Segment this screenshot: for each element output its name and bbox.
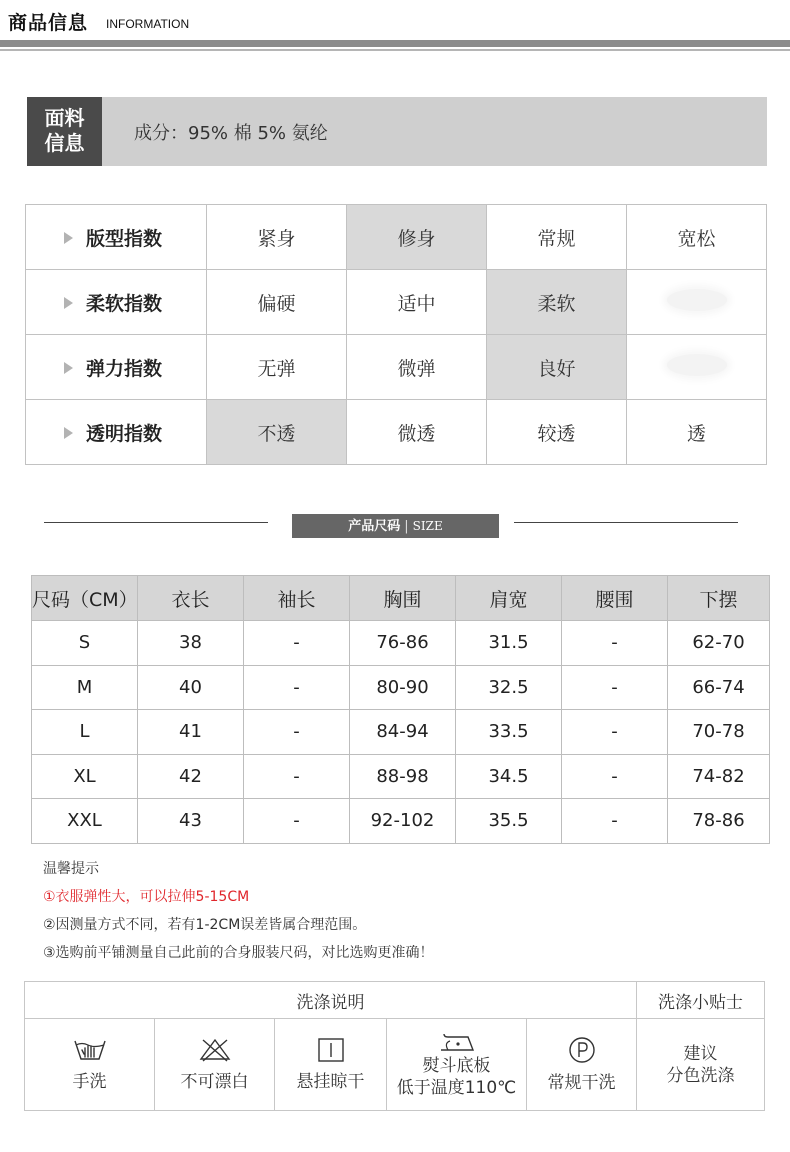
index-option: 宽松: [627, 205, 767, 270]
wash-item: [527, 1019, 637, 1111]
table-cell: 88-98: [350, 754, 456, 799]
size-title-en: SIZE: [412, 519, 443, 533]
index-option: 偏硬: [207, 270, 347, 335]
table-cell: 84-94: [350, 710, 456, 755]
table-cell: S: [32, 621, 138, 666]
table-cell: 70-78: [668, 710, 770, 755]
table-row: [32, 754, 770, 799]
table-cell: -: [244, 799, 350, 844]
column-header: 胸围: [350, 576, 456, 621]
triangle-bullet-icon: [64, 297, 73, 309]
index-option-blurred: [627, 335, 767, 400]
table-cell: 80-90: [350, 665, 456, 710]
wash-item-label-line2: 低于温度110℃: [396, 1077, 517, 1098]
table-cell: 31.5: [456, 621, 562, 666]
fabric-badge-line2: 信息: [44, 131, 85, 155]
wash-icons-row: [25, 1019, 765, 1111]
tip-item: ③选购前平铺测量自己此前的合身服装尺码，对比选购更准确！: [43, 945, 434, 961]
table-cell: -: [244, 665, 350, 710]
table-cell: 42: [138, 754, 244, 799]
column-header: 肩宽: [456, 576, 562, 621]
wash-tips-header: 洗涤小贴士: [637, 982, 765, 1019]
fabric-badge-line1: 面料: [44, 106, 85, 130]
fabric-composition: 成分：95% 棉 5% 氨纶: [134, 123, 328, 144]
column-header: 袖长: [244, 576, 350, 621]
wash-item: [155, 1019, 275, 1111]
table-cell: M: [32, 665, 138, 710]
table-cell: -: [562, 621, 668, 666]
table-cell: XL: [32, 754, 138, 799]
blurred-text: [667, 289, 727, 311]
table-cell: -: [244, 710, 350, 755]
page-title: 商品信息: [8, 12, 89, 34]
table-row: [32, 799, 770, 844]
divider-line-right: [514, 522, 738, 523]
tips-title: 温馨提示: [43, 861, 99, 877]
tip-item: ①衣服弹性大，可以拉伸5-15CM: [43, 889, 250, 905]
wash-item-label-line1: 熨斗底板: [422, 1055, 491, 1076]
iron-icon: [438, 1031, 476, 1053]
size-title-separator: |: [404, 519, 409, 534]
triangle-bullet-icon: [64, 427, 73, 439]
table-cell: 78-86: [668, 799, 770, 844]
no-bleach-icon: [198, 1037, 232, 1063]
column-header: 下摆: [668, 576, 770, 621]
index-label: 版型指数: [26, 205, 207, 270]
table-cell: 33.5: [456, 710, 562, 755]
wash-item: [25, 1019, 155, 1111]
index-row-elasticity: [26, 335, 767, 400]
index-option: 适中: [347, 270, 487, 335]
table-row: [32, 665, 770, 710]
index-option: 透: [627, 400, 767, 465]
wash-header-row: [25, 982, 765, 1019]
tips-block: [43, 855, 434, 967]
table-cell: 43: [138, 799, 244, 844]
table-cell: 66-74: [668, 665, 770, 710]
fabric-badge: [27, 97, 102, 166]
fabric-index-table: [25, 204, 767, 465]
index-row-softness: [26, 270, 767, 335]
wash-item-label: 不可漂白: [180, 1071, 249, 1092]
index-option: 较透: [487, 400, 627, 465]
index-row-transparency: [26, 400, 767, 465]
wash-item-label: 手洗: [72, 1071, 107, 1092]
wash-item: [275, 1019, 387, 1111]
page-header: [0, 0, 790, 60]
table-cell: 74-82: [668, 754, 770, 799]
table-cell: L: [32, 710, 138, 755]
index-option-selected: 不透: [207, 400, 347, 465]
divider-line-left: [44, 522, 268, 523]
table-cell: 38: [138, 621, 244, 666]
column-header: 尺码（CM）: [32, 576, 138, 621]
table-cell: -: [244, 754, 350, 799]
hang-dry-icon: [316, 1037, 346, 1063]
fabric-info-bar: [27, 97, 767, 166]
table-row: [32, 710, 770, 755]
index-row-fit: [26, 205, 767, 270]
wash-item-label: 常规干洗: [547, 1072, 616, 1093]
column-header: 衣长: [138, 576, 244, 621]
size-table-header: [32, 576, 770, 621]
table-cell: 34.5: [456, 754, 562, 799]
column-header: 腰围: [562, 576, 668, 621]
blurred-text: [667, 354, 727, 376]
table-row: [32, 621, 770, 666]
triangle-bullet-icon: [64, 232, 73, 244]
index-option: 常规: [487, 205, 627, 270]
table-cell: 41: [138, 710, 244, 755]
dry-clean-icon: [567, 1036, 597, 1064]
wash-instructions-table: [24, 981, 765, 1111]
index-label: 弹力指数: [26, 335, 207, 400]
table-cell: -: [244, 621, 350, 666]
index-option: 无弹: [207, 335, 347, 400]
index-label: 透明指数: [26, 400, 207, 465]
index-label: 柔软指数: [26, 270, 207, 335]
hand-wash-icon: [73, 1037, 107, 1063]
page-subtitle: INFORMATION: [106, 17, 190, 31]
table-cell: 76-86: [350, 621, 456, 666]
size-chart-table: [31, 575, 770, 844]
index-option-blurred: [627, 270, 767, 335]
table-cell: 62-70: [668, 621, 770, 666]
wash-tip-line1: 建议: [683, 1043, 718, 1064]
table-cell: -: [562, 754, 668, 799]
size-title-cn: 产品尺码: [348, 519, 401, 534]
index-option-selected: 良好: [487, 335, 627, 400]
table-cell: 32.5: [456, 665, 562, 710]
table-cell: -: [562, 710, 668, 755]
index-option: 微透: [347, 400, 487, 465]
wash-item: [387, 1019, 527, 1111]
table-cell: 92-102: [350, 799, 456, 844]
index-option: 微弹: [347, 335, 487, 400]
size-section-divider: [0, 512, 790, 542]
index-option-selected: 修身: [347, 205, 487, 270]
table-cell: 40: [138, 665, 244, 710]
wash-tip: [637, 1019, 765, 1111]
table-cell: XXL: [32, 799, 138, 844]
wash-item-label: 悬挂晾干: [296, 1071, 365, 1092]
index-option: 紧身: [207, 205, 347, 270]
table-cell: -: [562, 665, 668, 710]
index-option-selected: 柔软: [487, 270, 627, 335]
table-cell: -: [562, 799, 668, 844]
size-section-title: [292, 514, 499, 538]
tip-item: ②因测量方式不同，若有1-2CM误差皆属合理范围。: [43, 917, 367, 933]
triangle-bullet-icon: [64, 362, 73, 374]
table-cell: 35.5: [456, 799, 562, 844]
wash-tip-line2: 分色洗涤: [666, 1065, 735, 1086]
header-rule: [0, 40, 790, 47]
wash-header: 洗涤说明: [25, 982, 637, 1019]
header-rule-thin: [0, 49, 790, 51]
